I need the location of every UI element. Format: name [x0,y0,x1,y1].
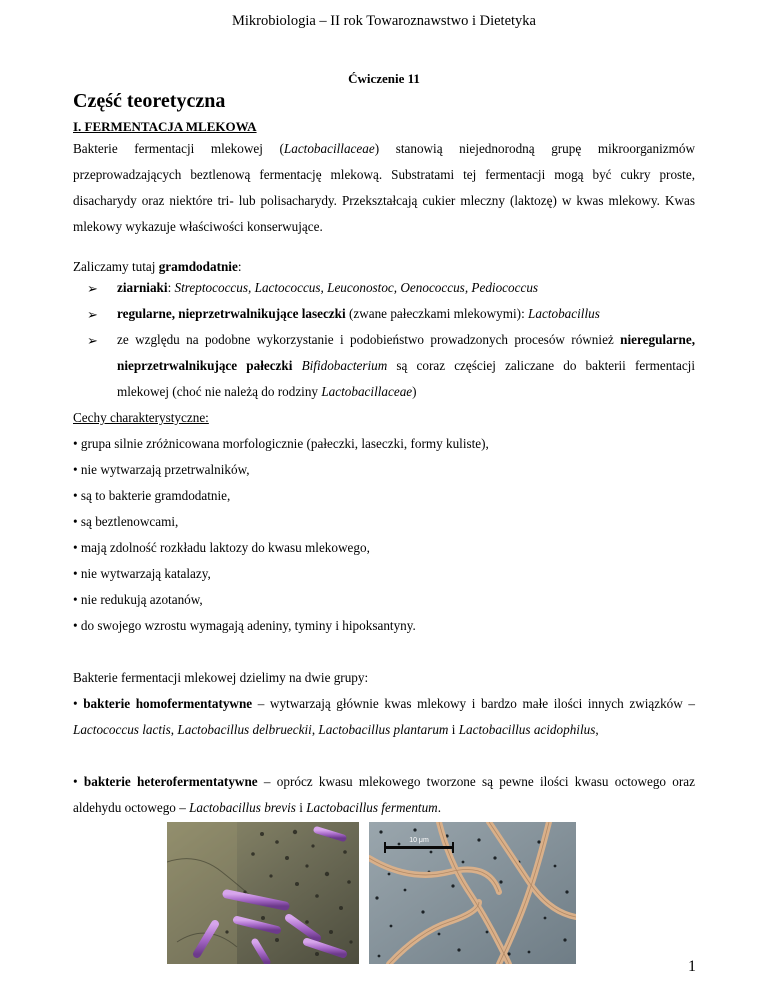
group-heterofermentative: • bakterie heterofermentatywne – oprócz kwasu mlekowego tworzone są pewne ilości kwasu octowego oraz aldehydu octowego – Lactobacillus brevis i Lactobacillus fermentum. [73,774,695,815]
micrograph-lactobacillus-chains [369,822,576,964]
feature-item: • nie wytwarzają przetrwalników, [73,462,250,477]
section-title: Część teoretyczna [73,90,226,112]
features-title: Cechy charakterystyczne: [73,410,209,425]
subsection-title: I. FERMENTACJA MLEKOWA [73,119,257,134]
group-homofermentative: • bakterie homofermentatywne – wytwarzają głównie kwas mlekowy i bardzo małe ilości innych związków – Lactococcus lactis, Lactobacillus delbrueckii, Lactobacillus plantarum i Lactobacillus acidophilus, [73,696,695,737]
bullet-arrow-icon: ➢ [87,333,99,348]
feature-item: • grupa silnie zróżnicowana morfologicznie (pałeczki, laseczki, formy kuliste), [73,436,489,451]
feature-item: • nie wytwarzają katalazy, [73,566,211,581]
bullet-arrow-icon: ➢ [87,307,99,322]
includes-item-cocci: ziarniaki: Streptococcus, Lactococcus, Leuconostoc, Oenococcus, Pediococcus [117,280,539,295]
feature-item: • są to bakterie gramdodatnie, [73,488,231,503]
micrograph-lactobacillus-chains-svg [369,822,576,964]
feature-item: • są beztlenowcami, [73,514,179,529]
scale-label: 10 μm [409,837,429,844]
micrograph-lactobacillus-purple [167,822,359,964]
feature-item: • mają zdolność rozkładu laktozy do kwasu mlekowego, [73,540,370,555]
exercise-title: Ćwiczenie 11 [348,71,420,86]
includes-item-rods: regularne, nieprzetrwalnikujące laseczki (zwane pałeczkami mlekowymi): Lactobacillus [117,306,600,321]
feature-item: • nie redukują azotanów, [73,592,203,607]
includes-item-bifido: ze względu na podobne wykorzystanie i podobieństwo prowadzonych procesów również nieregularne, nieprzetrwalnikujące pałeczki Bifidobacterium są coraz częściej zaliczane do bakterii fermentacji mlekowej (choć nie należą do rodziny Lactobacillaceae) [117,332,696,399]
groups-lead: Bakterie fermentacji mlekowej dzielimy na dwie grupy: [73,670,369,685]
page-header: Mikrobiologia – II rok Towaroznawstwo i Dietetyka [232,13,536,29]
bullet-arrow-icon: ➢ [87,281,99,296]
intro-paragraph: Bakterie fermentacji mlekowej (Lactobacillaceae) stanowią niejednorodną grupę mikroorganizmów przeprowadzających beztlenową fermentację mlekową. Substratami tej fermentacji mogą być cukry proste, disacharydy oraz niektóre tri- lub polisacharydy. Przekształcają cukier mleczny (laktozę) w kwas mlekowy. Kwas mlekowy wykazuje właściwości konserwujące. [73,141,695,234]
feature-item: • do swojego wzrostu wymagają adeniny, tyminy i hipoksantyny. [73,618,416,633]
includes-lead: Zaliczamy tutaj gramdodatnie: [73,259,242,274]
micrograph-lactobacillus-purple-svg [167,822,359,964]
page-number: 1 [688,958,696,975]
scale-bar [384,846,454,849]
